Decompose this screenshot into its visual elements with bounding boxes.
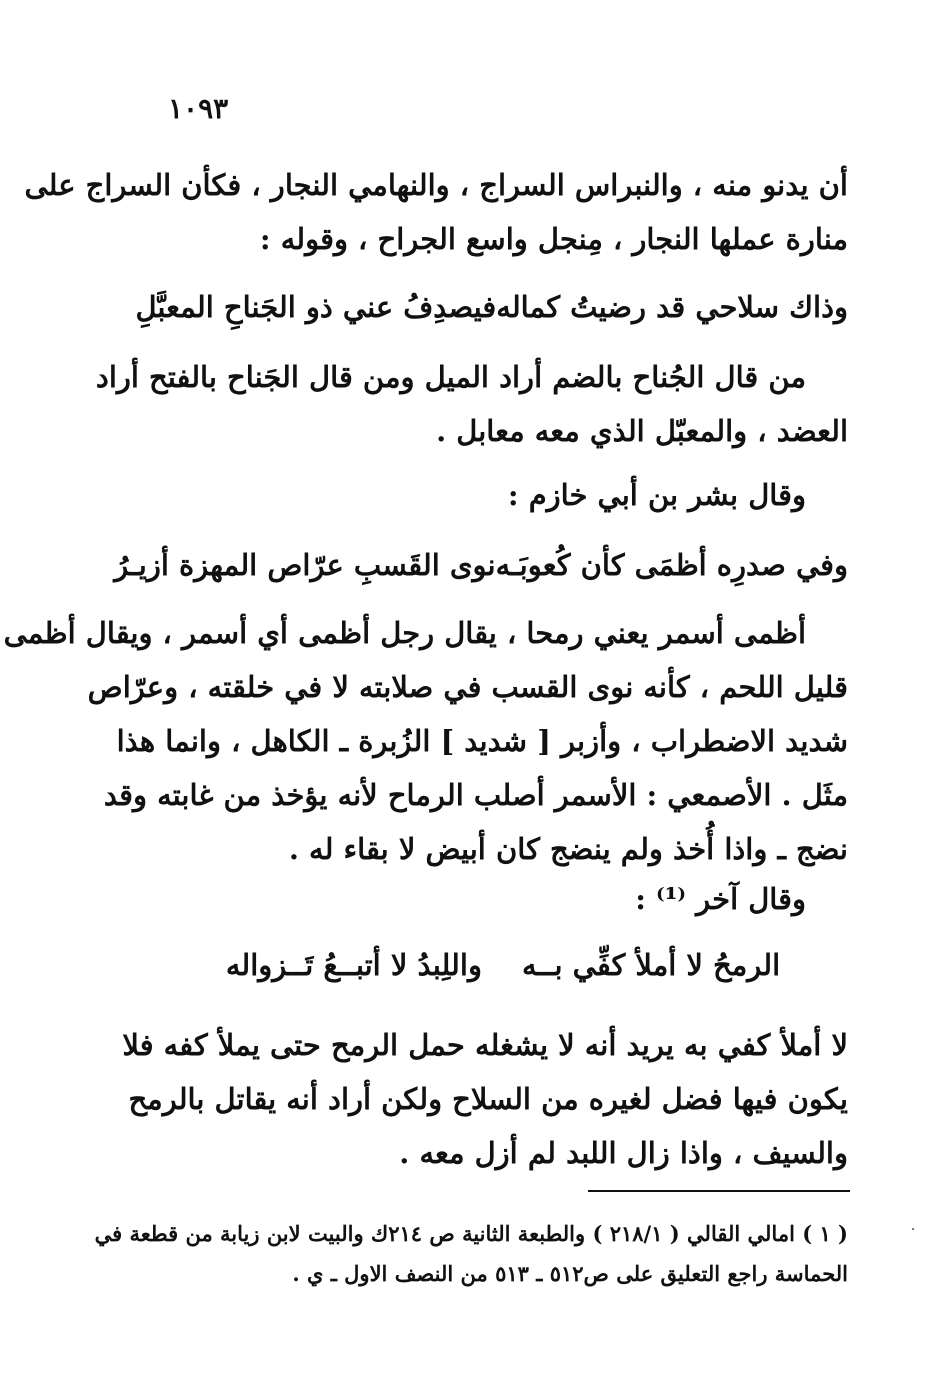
intro-line: وقال آخر ⁽¹⁾ :	[635, 882, 806, 916]
paragraph-line: والسيف ، واذا زال اللبد لم أزل معه .	[399, 1136, 848, 1170]
paragraph-line: أظمى أسمر يعني رمحا ، يقال رجل أظمى أي أسمر ، ويقال أظمى	[3, 616, 806, 650]
paragraph-line: مثَل . الأصمعي : الأسمر أصلب الرماح لأنه يؤخذ من غابته وقد	[103, 778, 848, 812]
paragraph-line: من قال الجُناح بالضم أراد الميل ومن قال الجَناح بالفتح أراد	[95, 360, 806, 394]
footnote-line: الحماسة راجع التعليق على ص٥١٢ ـ ٥١٣ من النصف الاول ـ ي .	[292, 1261, 848, 1286]
paragraph-1	[24, 158, 848, 266]
footnote-divider	[588, 1190, 850, 1192]
verse-second-hemistich: فيصدِفُ عني ذو الجَناحِ المعبَّلِ	[135, 290, 497, 324]
verse-intro-2	[158, 872, 848, 926]
verse-first-hemistich: وفي صدرِه أظمَى كأن كُعوبَـه	[495, 548, 848, 582]
paragraph-line: أن يدنو منه ، والنبراس السراج ، والنهامي النجار ، فكأن السراج على	[24, 168, 848, 202]
paragraph-4	[122, 1018, 848, 1180]
footnote-line: ( ١ ) امالي القالي ( ٢١٨/١ ) والطبعة الثانية ص ٢١٤ك والبيت لابن زيابة من قطعة في	[94, 1221, 848, 1246]
verse-first-hemistich: الرمحُ لا أملأ كفِّي بــه	[521, 948, 781, 982]
paragraph-line: منارة عملها النجار ، مِنجل واسع الجراح ، وقوله :	[259, 222, 848, 256]
page-number: ١٠٩٣	[168, 92, 229, 125]
paragraph-line: العضد ، والمعبّل الذي معه معابل .	[436, 414, 848, 448]
verse-1	[135, 280, 848, 334]
intro-line: وقال بشر بن أبي خازم :	[507, 478, 806, 512]
verse-first-hemistich: وذاك سلاحي قد رضيتُ كماله	[496, 290, 848, 324]
scan-speck	[912, 1228, 914, 1230]
paragraph-line: لا أملأ كفي به يريد أنه لا يشغله حمل الرمح حتى يملأ كفه فلا	[122, 1028, 848, 1062]
verse-intro-1	[158, 468, 848, 522]
verse-3	[158, 938, 848, 992]
paragraph-2	[95, 350, 848, 458]
paragraph-line: يكون فيها فضل لغيره من السلاح ولكن أراد أنه يقاتل بالرمح	[128, 1082, 848, 1116]
paragraph-line: نضج ـ واذا أُخذ ولم ينضج كان أبيض لا بقاء له .	[288, 832, 848, 866]
verse-second-hemistich: واللِبدُ لا أتبــعُ تَــزواله	[225, 948, 482, 982]
verse-second-hemistich: نوى القَسبِ عرّاص المهزة أزيـرُ	[114, 548, 496, 582]
paragraph-3	[3, 606, 848, 876]
paragraph-line: شديد الاضطراب ، وأزبر [ شديد ] الزُبرة ـ الكاهل ، وانما هذا	[116, 724, 848, 758]
paragraph-line: قليل اللحم ، كأنه نوى القسب في صلابته لا في خلقته ، وعرّاص	[87, 670, 848, 704]
footnote	[94, 1214, 848, 1294]
verse-2	[114, 538, 848, 592]
